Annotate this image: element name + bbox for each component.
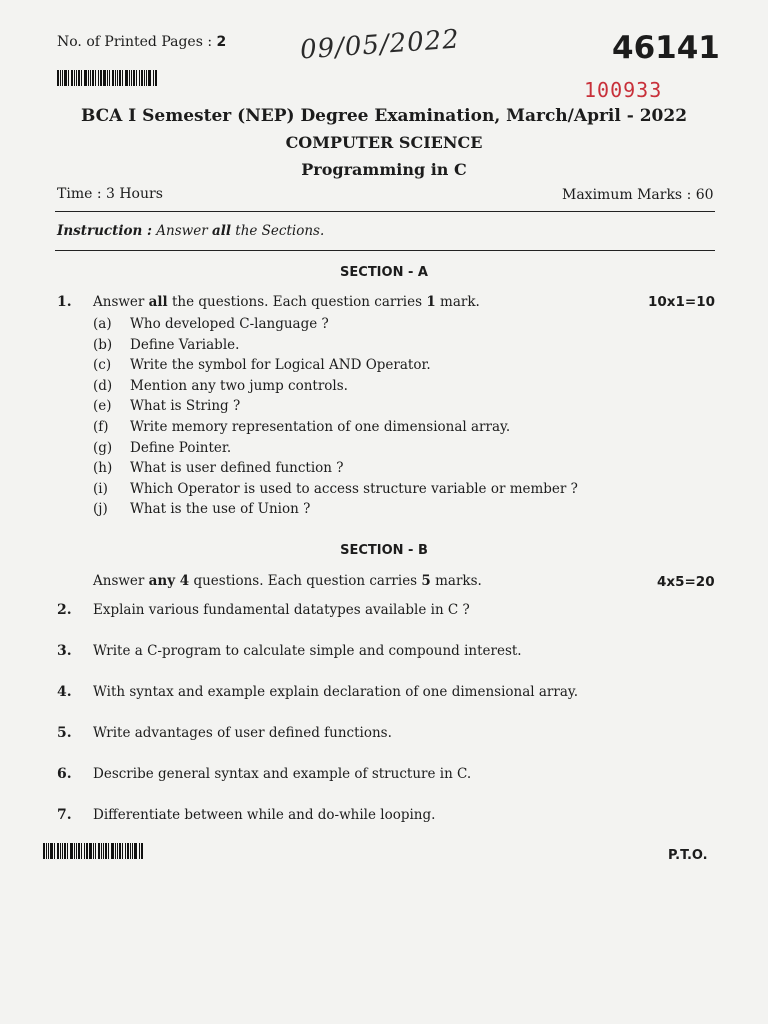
question-number: 6. <box>57 766 72 782</box>
prompt-text: mark. <box>440 294 480 310</box>
prompt-text: Answer <box>93 573 145 589</box>
divider <box>55 211 715 212</box>
instruction-label: Instruction : <box>57 223 152 239</box>
sub-question-letter: (b) <box>93 336 113 353</box>
time-allowed: Time : 3 Hours <box>57 186 163 202</box>
pto-label: P.T.O. <box>668 848 708 863</box>
sub-question-letter: (j) <box>93 501 108 518</box>
sub-question-letter: (d) <box>93 377 113 394</box>
question-number: 1. <box>57 294 72 310</box>
maximum-marks: Maximum Marks : 60 <box>562 187 714 203</box>
printed-pages <box>57 34 226 50</box>
question-text: Differentiate between while and do-while looping. <box>93 807 436 823</box>
barcode-icon <box>43 843 144 859</box>
sub-question-letter: (h) <box>93 460 113 477</box>
printed-pages-value: 2 <box>216 34 227 50</box>
sub-question-text: Mention any two jump controls. <box>130 377 348 394</box>
prompt-bold: all <box>148 294 168 310</box>
sub-question-text: Which Operator is used to access structure variable or member ? <box>130 480 578 497</box>
sub-question-text: Write memory representation of one dimensional array. <box>130 419 511 435</box>
question-number: 3. <box>57 643 72 659</box>
sub-question-text: Who developed C-language ? <box>130 316 329 332</box>
sub-question-letter: (f) <box>93 419 109 435</box>
prompt-text: questions. Each question carries <box>193 573 418 589</box>
question-number: 7. <box>57 807 72 823</box>
prompt-text: marks. <box>435 573 482 589</box>
sub-question-letter: (c) <box>93 357 112 374</box>
instruction <box>57 223 324 239</box>
question-text: Write advantages of user defined functions. <box>93 725 392 741</box>
stamp-number: 100933 <box>584 78 663 102</box>
sub-question-letter: (i) <box>93 480 108 497</box>
sub-question-text: Define Pointer. <box>130 439 232 456</box>
sub-question-text: What is user defined function ? <box>130 460 344 477</box>
question-number: 4. <box>57 684 72 700</box>
question-text: With syntax and example explain declaration of one dimensional array. <box>93 684 579 700</box>
question-text: Explain various fundamental datatypes available in C ? <box>93 602 470 618</box>
exam-title: BCA I Semester (NEP) Degree Examination, March/April - 2022 <box>80 106 688 126</box>
prompt-text: Answer <box>93 294 145 310</box>
instruction-text-after: the Sections. <box>235 223 325 239</box>
printed-pages-label: No. of Printed Pages : <box>57 34 213 50</box>
course-title: Programming in C <box>301 160 467 179</box>
question-text: Describe general syntax and example of structure in C. <box>93 766 472 782</box>
question-number: 5. <box>57 725 72 741</box>
barcode-icon <box>57 70 158 86</box>
sub-question-text: What is the use of Union ? <box>130 501 311 518</box>
prompt-text: the questions. Each question carries <box>171 294 423 310</box>
divider <box>55 250 715 251</box>
prompt-bold: 5 <box>421 573 431 589</box>
paper-code: 46141 <box>612 30 720 66</box>
subject-title: COMPUTER SCIENCE <box>285 133 483 152</box>
section-a-prompt <box>93 294 480 310</box>
sub-question-letter: (g) <box>93 439 113 456</box>
sub-question-letter: (a) <box>93 316 112 332</box>
prompt-bold: any 4 <box>148 573 190 589</box>
section-b-heading: SECTION - B <box>340 543 428 558</box>
instruction-text-bold: all <box>211 223 231 239</box>
section-a-heading: SECTION - A <box>340 265 428 280</box>
sub-question-text: Write the symbol for Logical AND Operator. <box>130 357 431 374</box>
section-b-marks: 4x5=20 <box>657 574 715 590</box>
section-b-prompt <box>93 573 482 589</box>
sub-question-text: What is String ? <box>130 398 241 415</box>
instruction-text-before: Answer <box>156 223 208 239</box>
section-a-marks: 10x1=10 <box>648 294 715 310</box>
prompt-bold: 1 <box>426 294 436 310</box>
handwritten-date: 09/05/2022 <box>299 24 461 66</box>
question-number: 2. <box>57 602 72 618</box>
sub-question-letter: (e) <box>93 398 112 415</box>
question-text: Write a C-program to calculate simple and compound interest. <box>93 643 522 659</box>
sub-question-text: Define Variable. <box>130 336 240 353</box>
